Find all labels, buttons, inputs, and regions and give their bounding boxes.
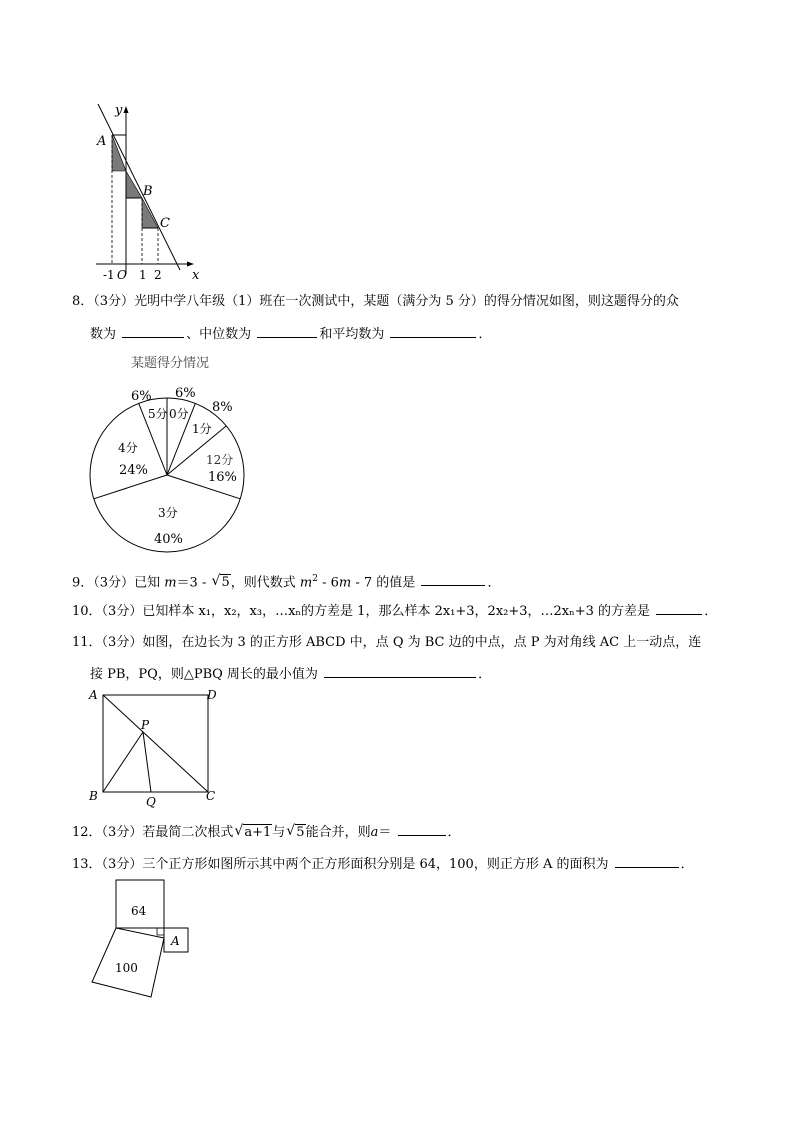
square-64-label: 64 xyxy=(131,904,147,918)
question-text: ． xyxy=(704,604,718,619)
right-angle-mark xyxy=(157,928,164,935)
segment-pq xyxy=(143,732,151,792)
question-13 xyxy=(72,855,694,874)
point-b-label: B xyxy=(143,184,153,199)
question-text: 和平均数为 xyxy=(319,327,385,342)
question-text: 三个正方形如图所示其中两个正方形面积分别是 64，100，则正方形 A 的面积为 xyxy=(142,857,609,872)
answer-blank[interactable] xyxy=(656,602,702,615)
question-score: （3分） xyxy=(93,294,135,309)
question-number: 11． xyxy=(72,635,102,650)
question-text: 如图，在边长为 3 的正方形 ABCD 中，点 Q 为 BC 边的中点，点 P 为对角线 AC 上一动点，连 xyxy=(142,635,702,650)
slice-label-1: 1分 xyxy=(192,422,212,436)
variable-m: m xyxy=(338,575,352,591)
shaded-triangle-b xyxy=(126,171,142,198)
question-text: - 6 xyxy=(317,575,339,591)
question-text: ＝ xyxy=(378,825,392,840)
answer-blank-mean[interactable] xyxy=(390,325,476,338)
segment-pb xyxy=(103,732,143,792)
slice-label-0-percent: 6% xyxy=(175,386,196,401)
question-text: 光明中学八年级（1）班在一次测试中，某题（满分为 5 分）的得分情况如图，则这题得分的众 xyxy=(134,294,679,309)
answer-blank-mode[interactable] xyxy=(122,325,184,338)
origin-label: O xyxy=(117,268,127,282)
question-score: （3分） xyxy=(101,604,143,619)
question-10 xyxy=(72,602,717,621)
sqrt-expression-5: √ 5 xyxy=(286,823,305,840)
answer-blank[interactable] xyxy=(421,573,485,586)
sqrt-expression-a-plus-1: √ a+1 xyxy=(234,823,272,840)
question-text: 与 xyxy=(272,825,286,840)
slice-label-2-percent: 16% xyxy=(208,470,237,485)
slice-label-3: 3分 xyxy=(158,506,178,520)
question-text: 能合并，则 xyxy=(305,825,371,840)
question-text: ． xyxy=(680,857,694,872)
square-abcd-figure xyxy=(86,686,226,812)
slice-label-5-percent: 6% xyxy=(131,389,152,404)
question-text: ． xyxy=(478,667,492,682)
three-squares-figure xyxy=(88,876,198,1006)
question-score: （3分） xyxy=(101,825,143,840)
variable-m: m xyxy=(299,575,313,591)
question-11-line-1 xyxy=(72,634,701,652)
x-axis-label: x xyxy=(192,268,200,283)
slice-label-0: 0分 xyxy=(169,407,189,421)
square-100-label: 100 xyxy=(115,961,138,975)
question-text: 接 PB，PQ，则△PBQ 周长的最小值为 xyxy=(90,667,318,682)
question-text: 若最简二次根式 xyxy=(142,825,234,840)
function-line xyxy=(98,104,180,270)
answer-blank-median[interactable] xyxy=(257,325,317,338)
shaded-triangle-c xyxy=(142,198,158,228)
slice-label-4: 4分 xyxy=(118,441,138,455)
answer-blank[interactable] xyxy=(398,823,446,836)
label-a: A xyxy=(89,688,98,702)
question-number: 8． xyxy=(72,294,94,309)
label-q: Q xyxy=(146,795,156,809)
tick-label-2: 2 xyxy=(154,268,162,282)
square-a-label: A xyxy=(171,934,180,948)
variable-m: m xyxy=(164,575,177,591)
sqrt-expression: √ 5 xyxy=(211,573,230,591)
label-p: P xyxy=(141,718,150,732)
question-text: ，则代数式 xyxy=(230,575,296,591)
variable-a: a xyxy=(370,825,379,840)
question-text: 已知 xyxy=(134,575,161,591)
question-text: 已知样本 x₁，x₂，x₃，…xₙ的方差是 1，那么样本 2x₁+3，2x₂+3，…2xₙ+3 的方差是 xyxy=(142,604,651,619)
exponent: 2 xyxy=(312,574,318,584)
chart-title: 某题得分情况 xyxy=(131,356,210,371)
answer-blank[interactable] xyxy=(324,665,476,678)
question-text: - 7 的值是 xyxy=(351,575,416,591)
label-b: B xyxy=(89,789,98,803)
y-axis-label: y xyxy=(115,103,123,118)
point-a-label: A xyxy=(97,134,107,149)
question-11-line-2 xyxy=(90,665,491,684)
shaded-triangle-a xyxy=(112,135,126,171)
diagonal-ac xyxy=(103,695,208,792)
tick-label-1: 1 xyxy=(139,268,147,282)
question-score: （3分） xyxy=(93,575,135,591)
question-text: ． xyxy=(487,575,501,591)
question-number: 13． xyxy=(72,857,102,872)
slice-label-3-percent: 40% xyxy=(154,532,183,547)
question-8-line-1 xyxy=(72,293,679,311)
slice-label-4-percent: 24% xyxy=(119,463,148,478)
coordinate-graph-figure xyxy=(88,98,208,283)
answer-blank[interactable] xyxy=(615,855,679,868)
question-8-line-2 xyxy=(90,325,491,344)
question-text: 数为 xyxy=(90,327,117,342)
question-number: 10． xyxy=(72,604,102,619)
slice-label-1-percent: 8% xyxy=(212,400,233,415)
question-score: （3分） xyxy=(101,857,143,872)
question-text: ＝3 - xyxy=(176,575,207,591)
question-text: ． xyxy=(447,825,461,840)
question-12 xyxy=(72,823,461,842)
question-text: 、中位数为 xyxy=(186,327,252,342)
slice-label-2: 12分 xyxy=(206,453,234,467)
question-9 xyxy=(72,570,500,592)
slice-label-5: 5分 xyxy=(148,407,168,421)
label-c: C xyxy=(206,789,216,803)
question-number: 12． xyxy=(72,825,102,840)
question-score: （3分） xyxy=(101,635,143,650)
point-c-label: C xyxy=(160,216,170,231)
question-text: ． xyxy=(478,327,492,342)
question-number: 9． xyxy=(72,575,94,591)
tick-label-neg1: -1 xyxy=(103,268,115,282)
label-d: D xyxy=(207,688,217,702)
pie-chart xyxy=(88,380,248,555)
